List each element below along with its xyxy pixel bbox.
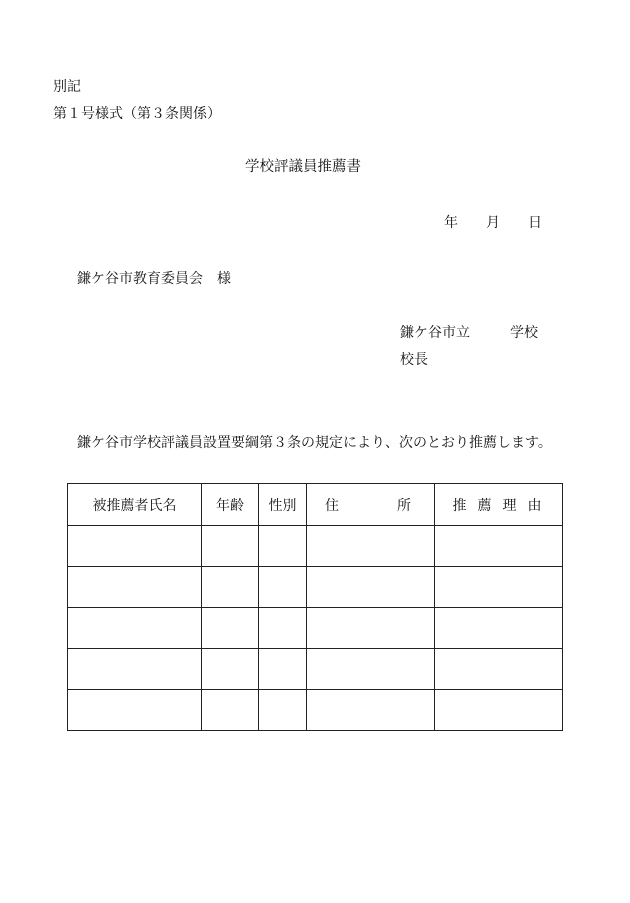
sender-principal: 校長	[400, 352, 428, 368]
header-gender: 性別	[259, 484, 307, 526]
header-address-part-2: 所	[397, 497, 411, 514]
cell-age[interactable]	[202, 526, 259, 567]
cell-name[interactable]	[68, 608, 202, 649]
table-row	[68, 649, 563, 690]
cell-address[interactable]	[307, 526, 435, 567]
table-row	[68, 608, 563, 649]
addressee: 鎌ケ谷市教育委員会 様	[77, 271, 231, 287]
document-title: 学校評議員推薦書	[245, 159, 361, 175]
cell-gender[interactable]	[259, 649, 307, 690]
table-row	[68, 567, 563, 608]
cell-reason[interactable]	[435, 690, 563, 731]
cell-reason[interactable]	[435, 567, 563, 608]
date-year: 年	[444, 215, 458, 231]
sender-school	[400, 326, 538, 340]
nominee-table	[67, 483, 563, 731]
header-address	[307, 484, 435, 526]
cell-reason[interactable]	[435, 649, 563, 690]
cell-reason[interactable]	[435, 526, 563, 567]
cell-address[interactable]	[307, 690, 435, 731]
body-text: 鎌ケ谷市学校評議員設置要綱第３条の規定により、次のとおり推薦します。	[77, 435, 552, 451]
cell-name[interactable]	[68, 690, 202, 731]
cell-gender[interactable]	[259, 608, 307, 649]
cell-name[interactable]	[68, 567, 202, 608]
cell-name[interactable]	[68, 649, 202, 690]
cell-age[interactable]	[202, 608, 259, 649]
table-header-row	[68, 484, 563, 526]
cell-gender[interactable]	[259, 567, 307, 608]
cell-address[interactable]	[307, 649, 435, 690]
table-body	[68, 526, 563, 731]
cell-age[interactable]	[202, 567, 259, 608]
form-number: 第１号様式（第３条関係）	[53, 106, 221, 122]
cell-reason[interactable]	[435, 608, 563, 649]
cell-age[interactable]	[202, 690, 259, 731]
table-row	[68, 526, 563, 567]
header-name: 被推薦者氏名	[68, 484, 202, 526]
cell-name[interactable]	[68, 526, 202, 567]
annex-label: 別記	[53, 79, 81, 95]
cell-address[interactable]	[307, 567, 435, 608]
date-day: 日	[528, 215, 542, 231]
header-reason: 推薦理由	[435, 484, 563, 526]
cell-gender[interactable]	[259, 526, 307, 567]
cell-gender[interactable]	[259, 690, 307, 731]
header-age: 年齢	[202, 484, 259, 526]
sender-city-prefix: 鎌ケ谷市立	[400, 325, 470, 341]
table-row	[68, 690, 563, 731]
header-address-part-1: 住	[325, 497, 339, 514]
date-line	[444, 216, 542, 230]
cell-address[interactable]	[307, 608, 435, 649]
sender-school-suffix: 学校	[510, 325, 538, 341]
date-month: 月	[486, 215, 500, 231]
cell-age[interactable]	[202, 649, 259, 690]
